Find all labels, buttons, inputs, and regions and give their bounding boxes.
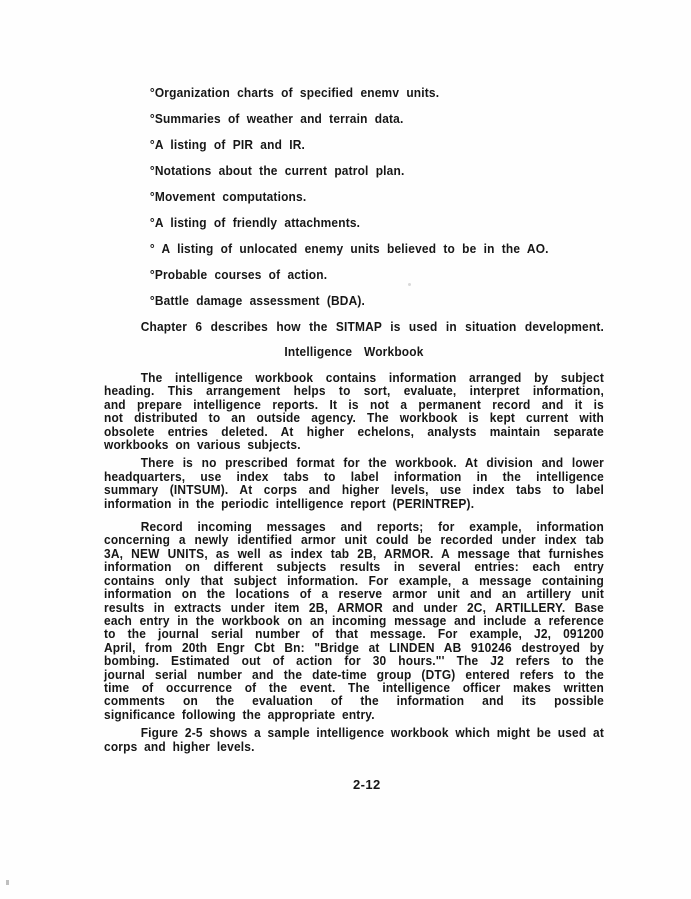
text-line: information on different subjects results in several entries: each entry <box>104 559 604 575</box>
text-line: to the journal serial number of that message. For example, J2, 091200 <box>104 626 604 642</box>
bullet-list <box>104 86 604 308</box>
text-line: information in the periodic intelligence report (PERINTREP). <box>104 495 475 511</box>
page-text-block <box>104 86 604 753</box>
bullet-item: °Organization charts of specified enemv units. <box>149 85 440 100</box>
bullet-item: °Probable courses of action. <box>149 267 328 282</box>
bullet-item: °Movement computations. <box>149 189 307 204</box>
paragraph-recording-messages <box>104 520 604 721</box>
bullet-item: ° A listing of unlocated enemy units believed to be in the AO. <box>149 241 549 256</box>
chapter-reference-note: Chapter 6 describes how the SITMAP is used in situation development. <box>140 319 604 334</box>
text-line: 3A, NEW UNITS, as well as index tab 2B, ARMOR. A message that furnishes <box>104 545 604 561</box>
text-line: obsolete entries deleted. At higher echelons, analysts maintain separate <box>104 423 604 439</box>
text-line: bombing. Estimated out of action for 30 hours."' The J2 refers to the <box>104 653 604 669</box>
paragraph-workbook-overview <box>104 371 604 451</box>
bullet-item: °Battle damage assessment (BDA). <box>149 293 366 308</box>
text-line: corps and higher levels. <box>104 738 255 754</box>
text-line: heading. This arrangement helps to sort, evaluate, interpret information, <box>104 383 604 399</box>
paragraph-workbook-format <box>104 456 604 510</box>
text-line: each entry in the workbook on an incoming message and include a reference <box>104 612 604 628</box>
text-line: The intelligence workbook contains information arranged by subject <box>140 370 604 385</box>
text-line: journal serial number and the date-time group (DTG) entered refers to the <box>104 666 604 682</box>
text-line: and prepare intelligence reports. It is not a permanent record and it is <box>104 396 604 412</box>
text-line: headquarters, use index tabs to label information in the intelligence <box>104 468 604 484</box>
text-line: significance following the appropriate entry. <box>104 706 375 722</box>
page-number: 2-12 <box>353 777 381 792</box>
text-line: workbooks on various subjects. <box>104 437 301 453</box>
bullet-item: °Notations about the current patrol plan. <box>149 163 405 178</box>
text-line: not distributed to an outside agency. The workbook is kept current with <box>104 410 604 426</box>
text-line: summary (INTSUM). At corps and higher levels, use index tabs to label <box>104 482 604 498</box>
text-line: contains only that subject information. For example, a message containing <box>104 572 604 588</box>
section-heading: Intelligence Workbook <box>284 343 424 359</box>
bullet-item: °Summaries of weather and terrain data. <box>149 111 404 126</box>
text-line: Record incoming messages and reports; for example, information <box>140 519 604 535</box>
text-line: results in extracts under item 2B, ARMOR and under 2C, ARTILLERY. Base <box>104 599 604 615</box>
paragraph-figure-reference <box>104 726 604 753</box>
text-line: concerning a newly identified armor unit could be recorded under index tab <box>104 532 604 548</box>
bullet-item: °A listing of friendly attachments. <box>149 215 361 230</box>
scan-artifact <box>408 283 411 286</box>
bullet-item: °A listing of PIR and IR. <box>149 137 306 152</box>
text-line: time of occurrence of the event. The intelligence officer makes written <box>104 679 604 695</box>
text-line: There is no prescribed format for the workbook. At division and lower <box>140 455 604 471</box>
text-line: Figure 2-5 shows a sample intelligence workbook which might be used at <box>140 725 604 741</box>
text-line: comments on the evaluation of the information and its possible <box>104 693 604 709</box>
text-line: April, from 20th Engr Cbt Bn: "Bridge at LINDEN AB 910246 destroyed by <box>104 639 604 655</box>
scan-artifact <box>6 880 9 885</box>
text-line: information on the locations of a reserve armor unit and an artillery unit <box>104 586 604 602</box>
